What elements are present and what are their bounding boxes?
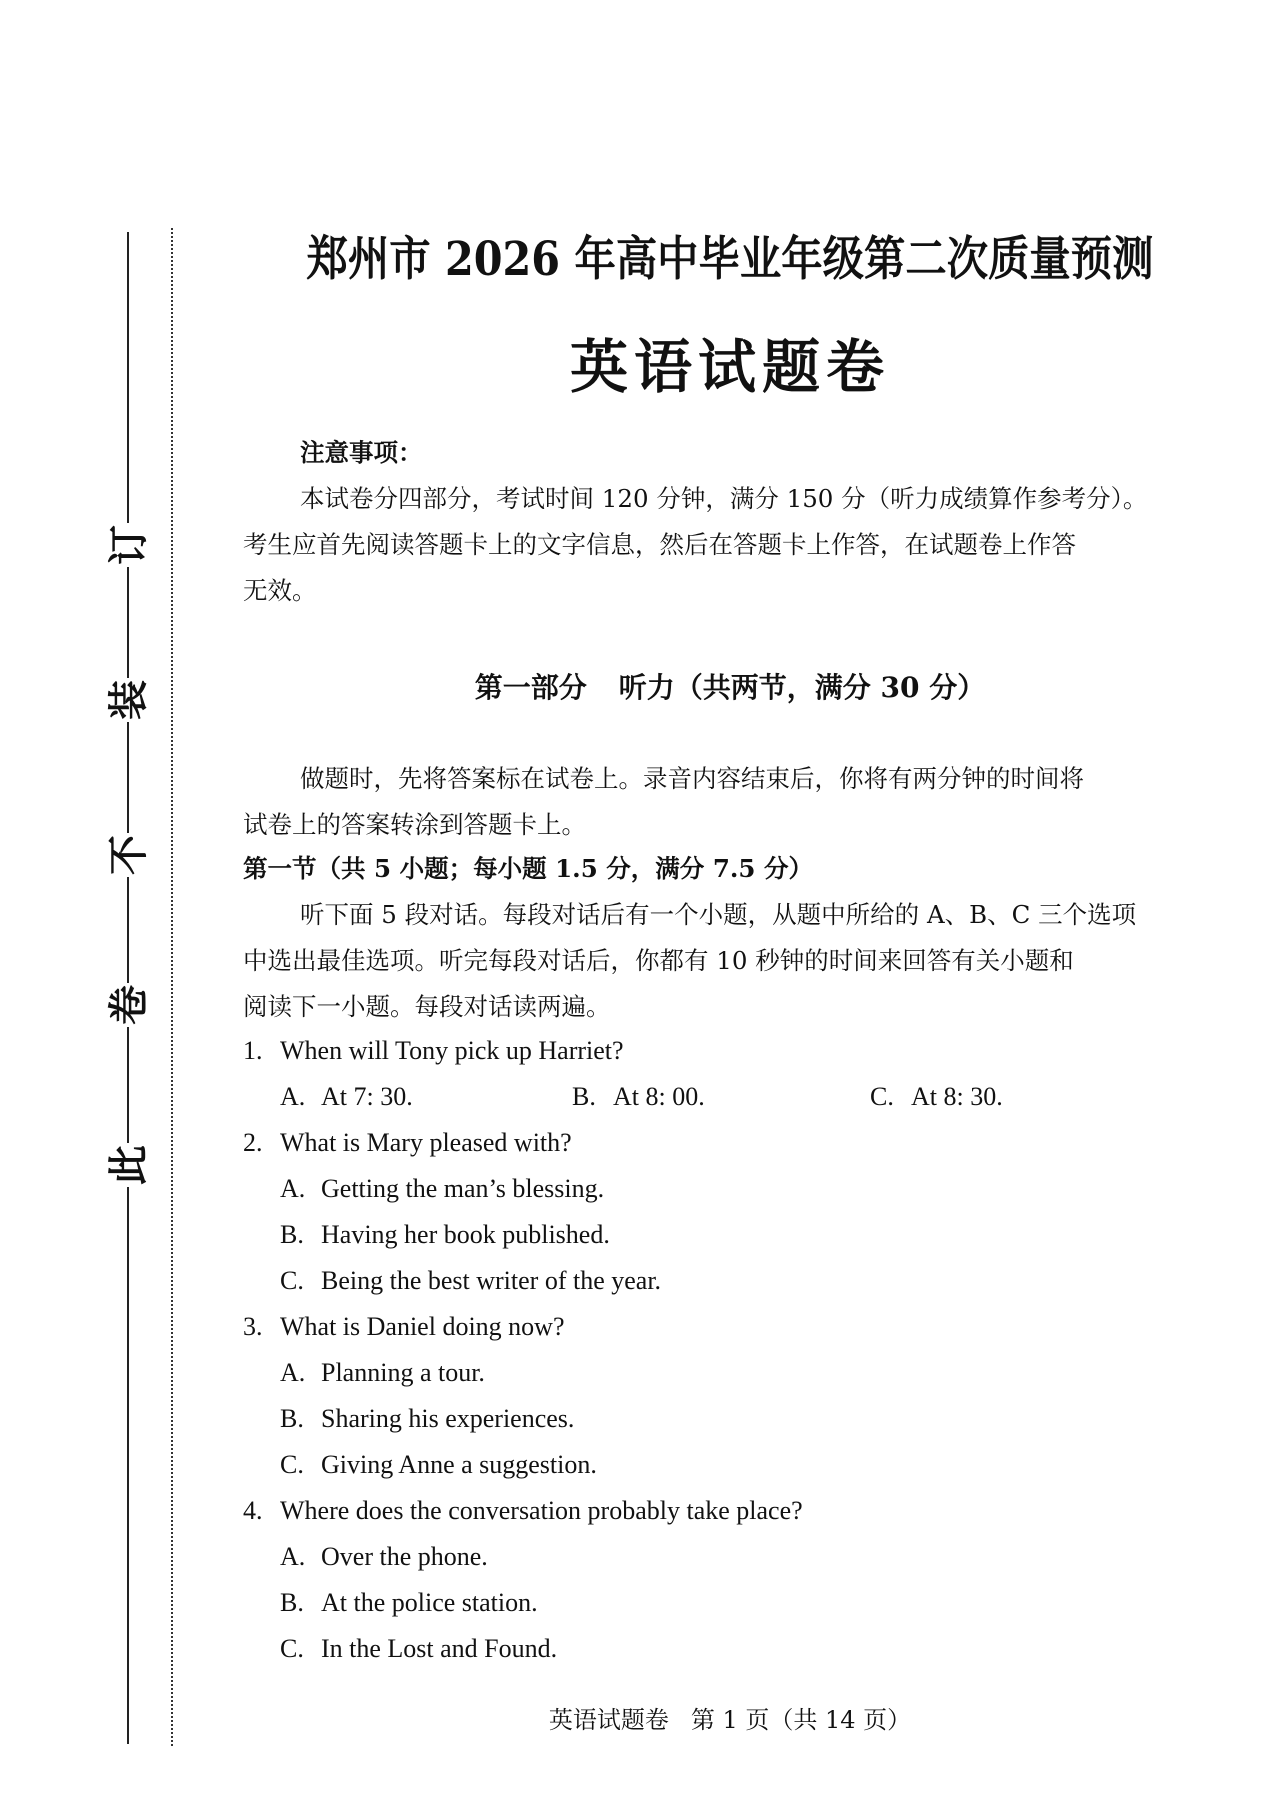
option-text: At 8: 00. (613, 1082, 705, 1111)
part-one-label: 第一部分 (474, 671, 587, 704)
question-number: 2. (243, 1128, 263, 1157)
question-4-option-b (280, 1587, 538, 1619)
question-number: 4. (243, 1496, 263, 1525)
option-letter: A. (280, 1358, 306, 1387)
section-one-heading: 第一节（共 5 小题；每小题 1.5 分，满分 7.5 分） (243, 854, 813, 883)
question-3-option-b (280, 1403, 574, 1435)
section-one-directions-line-1: 听下面 5 段对话。每段对话后有一个小题，从题中所给的 A、B、C 三个选项 (300, 900, 1137, 929)
question-2-option-a (280, 1173, 604, 1205)
part-one-instructions-line-2: 试卷上的答案转涂到答题卡上。 (243, 810, 586, 839)
question-number: 3. (243, 1312, 263, 1341)
notice-heading: 注意事项： (300, 438, 423, 467)
binding-char-ding: 订 (105, 525, 152, 565)
question-1-option-c (870, 1081, 1003, 1113)
option-text: Having her book published. (321, 1220, 610, 1249)
option-text: Over the phone. (321, 1542, 488, 1571)
option-letter: C. (280, 1266, 304, 1295)
question-4-option-c (280, 1633, 557, 1665)
part-one-instructions-line-1: 做题时，先将答案标在试卷上。录音内容结束后，你将有两分钟的时间将 (300, 764, 1084, 793)
notice-line-2: 考生应首先阅读答题卡上的文字信息，然后在答题卡上作答，在试题卷上作答 (243, 530, 1076, 559)
question-1-option-b (572, 1081, 705, 1113)
option-letter: A. (280, 1542, 306, 1571)
option-text: Getting the man’s blessing. (321, 1174, 605, 1203)
question-text: When will Tony pick up Harriet? (280, 1036, 624, 1065)
question-2 (243, 1127, 572, 1159)
part-one-description: 听力（共两节，满分 30 分） (618, 671, 986, 704)
exam-subtitle: 英语试题卷 (569, 333, 890, 401)
question-1 (243, 1035, 624, 1067)
question-text: What is Mary pleased with? (280, 1128, 572, 1157)
option-letter: B. (280, 1588, 304, 1617)
option-text: Being the best writer of the year. (321, 1266, 662, 1295)
option-text: At the police station. (321, 1588, 538, 1617)
exam-title: 郑州市 2026 年高中毕业年级第二次质量预测 (306, 232, 1154, 287)
question-text: Where does the conversation probably take place? (280, 1496, 803, 1525)
dotted-cut-line (171, 228, 173, 1746)
question-number: 1. (243, 1036, 263, 1065)
option-letter: B. (280, 1404, 304, 1433)
question-2-option-b (280, 1219, 610, 1251)
option-letter: B. (572, 1082, 596, 1111)
question-3-option-a (280, 1357, 485, 1389)
notice-line-3: 无效。 (243, 576, 317, 605)
footer-doc-name: 英语试题卷 (548, 1706, 669, 1734)
option-text: At 8: 30. (911, 1082, 1003, 1111)
question-3 (243, 1311, 565, 1343)
binding-char-ci: 此 (105, 1145, 152, 1185)
footer-page-number: 第 1 页（共 14 页） (690, 1706, 912, 1734)
binding-char-zhuang: 装 (105, 680, 152, 720)
option-text: Sharing his experiences. (321, 1404, 575, 1433)
part-one-heading (240, 666, 1220, 706)
option-text: In the Lost and Found. (321, 1634, 558, 1663)
option-letter: A. (280, 1174, 306, 1203)
option-letter: A. (280, 1082, 306, 1111)
question-1-option-a (280, 1081, 413, 1113)
binding-char-bu: 不 (105, 835, 152, 875)
option-letter: B. (280, 1220, 304, 1249)
section-one-directions-line-3: 阅读下一小题。每段对话读两遍。 (243, 992, 611, 1021)
question-4-option-a (280, 1541, 488, 1573)
question-4 (243, 1495, 803, 1527)
question-3-option-c (280, 1449, 597, 1481)
question-2-option-c (280, 1265, 661, 1297)
notice-line-1: 本试卷分四部分，考试时间 120 分钟，满分 150 分（听力成绩算作参考分）。 (300, 484, 1148, 513)
question-text: What is Daniel doing now? (280, 1312, 565, 1341)
option-text: Giving Anne a suggestion. (321, 1450, 597, 1479)
option-letter: C. (280, 1450, 304, 1479)
option-letter: C. (280, 1634, 304, 1663)
option-text: At 7: 30. (321, 1082, 413, 1111)
binding-char-juan: 卷 (105, 985, 152, 1025)
option-letter: C. (870, 1082, 894, 1111)
option-text: Planning a tour. (321, 1358, 485, 1387)
page-footer (240, 1700, 1220, 1735)
section-one-directions-line-2: 中选出最佳选项。听完每段对话后，你都有 10 秒钟的时间来回答有关小题和 (243, 946, 1074, 975)
